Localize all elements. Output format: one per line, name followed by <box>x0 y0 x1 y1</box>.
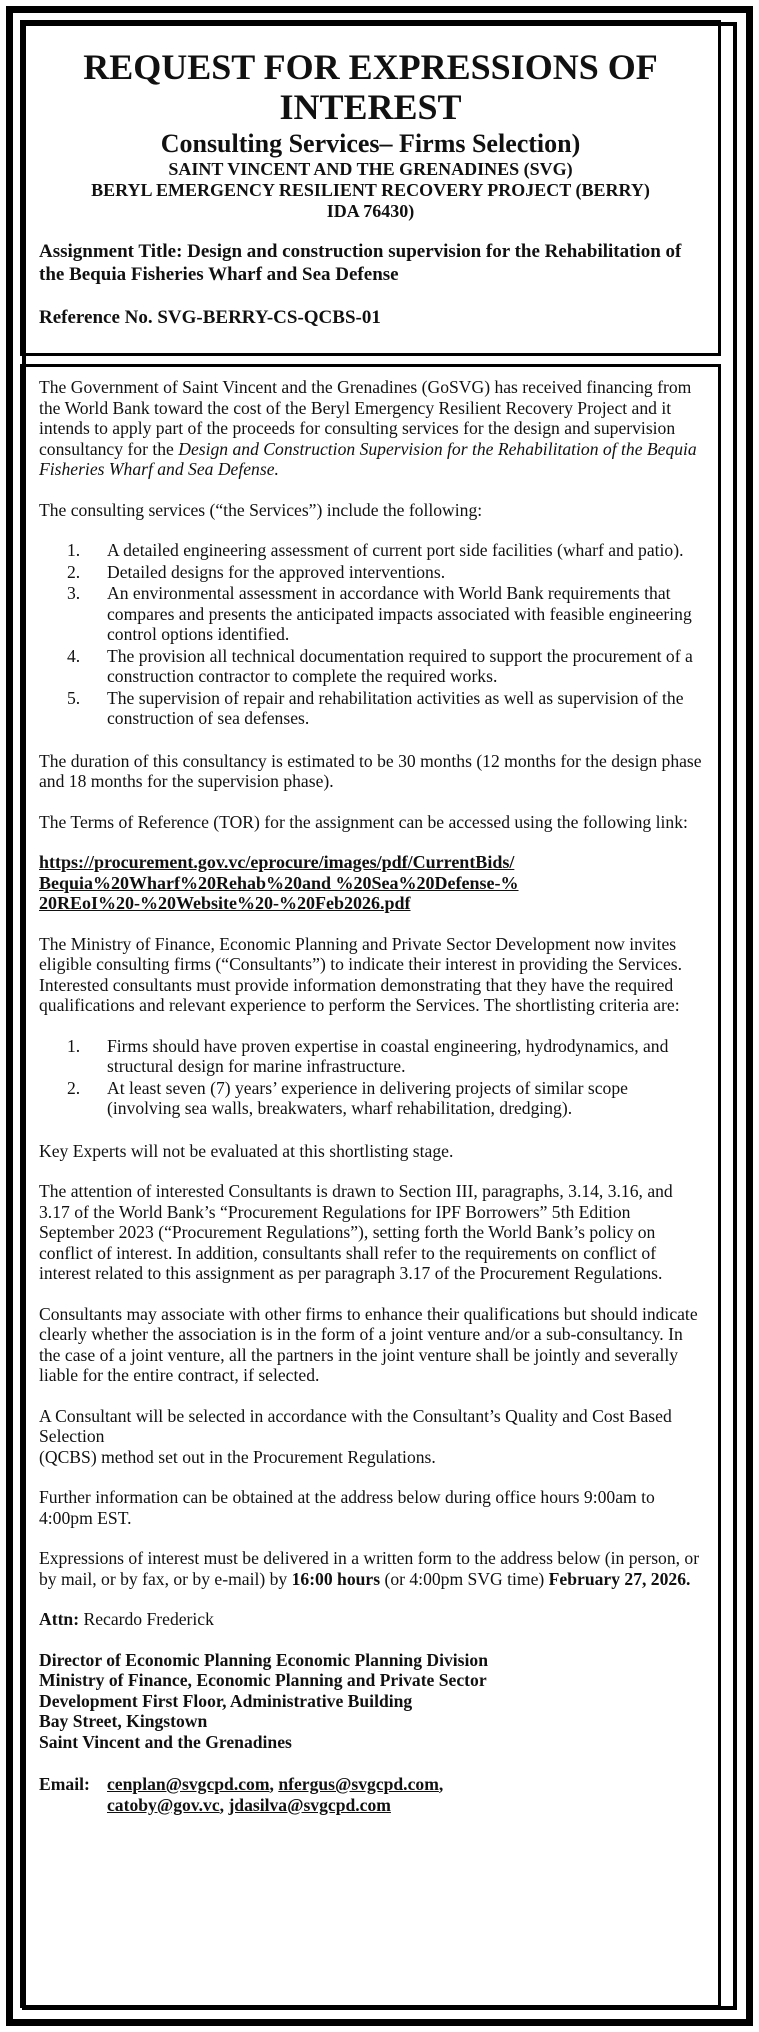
key-experts-paragraph: Key Experts will not be evaluated at this shortlisting stage. <box>39 1140 454 1161</box>
tor-link-line-1[interactable]: https://procurement.gov.vc/eprocure/images/pdf/CurrentBids/ <box>39 852 515 872</box>
tor-link-line-2[interactable]: Bequia%20Wharf%20Rehab%20and %20Sea%20Defense-% <box>39 872 519 893</box>
assignment-title: Assignment Title: Design and construction supervision for the Rehabilitation of the Bequia Fisheries Wharf and Sea Defense <box>39 241 682 285</box>
project-name: BERYL EMERGENCY RESILIENT RECOVERY PROJECT (BERRY) <box>91 180 650 200</box>
list-item <box>39 646 702 687</box>
attn-label: Attn: <box>39 1609 80 1629</box>
tor-link-line-3[interactable]: 20REoI%20-%20Website%20-%20Feb2026.pdf <box>39 893 411 913</box>
selection-line-2: (QCBS) method set out in the Procurement Regulations. <box>39 1446 436 1467</box>
address-line: Director of Economic Planning Economic Planning Division <box>39 1649 488 1670</box>
delivery-paragraph <box>39 1548 702 1589</box>
address-line: Bay Street, Kingstown <box>39 1711 208 1731</box>
intro-paragraph <box>39 377 702 480</box>
address-line: Ministry of Finance, Economic Planning and Private Sector <box>39 1670 487 1690</box>
email-separator: , <box>219 1794 229 1815</box>
email-label: Email: <box>39 1774 90 1794</box>
list-text: The provision all technical documentation required to support the procurement of a construction contractor to complete the required works. <box>107 645 693 686</box>
list-text: Firms should have proven expertise in coastal engineering, hydrodynamics, and structural design for marine infrastructure. <box>107 1035 669 1076</box>
list-number: 1. <box>67 540 81 560</box>
address-line: Development First Floor, Administrative Building <box>39 1690 413 1711</box>
delivery-mid-text: (or 4:00pm SVG time) <box>380 1568 549 1589</box>
list-item <box>39 562 702 583</box>
email-separator: , <box>269 1774 279 1794</box>
list-item <box>39 540 702 561</box>
list-text: A detailed engineering assessment of current port side facilities (wharf and patio). <box>107 540 684 560</box>
list-item <box>39 583 702 645</box>
email-link-catoby[interactable]: catoby@gov.vc <box>107 1794 220 1815</box>
criteria-list <box>39 1036 702 1119</box>
attn-name: Recardo Frederick <box>79 1609 214 1629</box>
notice-body <box>20 364 721 2008</box>
delivery-text: Expressions of interest must be delivered in a written form to the address below (in person, or by mail, or by fax, or by e-mail) by <box>39 1548 700 1589</box>
intro-italic-title: Design and Construction Supervision for the Rehabilitation of the Bequia Fisheries Wharf and Sea Defense. <box>39 438 697 479</box>
address-line: Saint Vincent and the Grenadines <box>39 1731 292 1752</box>
email-block <box>39 1774 702 1815</box>
attention-paragraph: The attention of interested Consultants is drawn to Section III, paragraphs, 3.14, 3.16, and 3.17 of the World Bank’s “Procurement Regulations for IPF Borrowers” 5th Edition September 2023 (“Procurement Regulations”), setting forth the World Bank’s policy on conflict of interest. In addition, consultants shall refer to the requirements on conflict of interest related to this assignment as per paragraph 3.17 of the Procurement Regulations. <box>39 1181 673 1283</box>
email-link-nfergus[interactable]: nfergus@svgcpd.com <box>278 1774 439 1794</box>
tor-intro: The Terms of Reference (TOR) for the assignment can be accessed using the following link: <box>39 811 688 832</box>
list-number: 4. <box>67 645 81 666</box>
list-item <box>39 688 702 729</box>
list-number: 3. <box>67 583 81 603</box>
notice-subtitle: Consulting Services– Firms Selection) <box>160 129 581 158</box>
list-item <box>39 1036 702 1077</box>
country-name: SAINT VINCENT AND THE GRENADINES (SVG) <box>168 159 573 179</box>
attn-line <box>39 1609 702 1630</box>
list-text: The supervision of repair and rehabilitation activities as well as supervision of the construction of sea defenses. <box>107 687 684 728</box>
list-number: 5. <box>67 687 81 708</box>
email-link-cenplan[interactable]: cenplan@svgcpd.com <box>107 1774 270 1794</box>
selection-line-1: A Consultant will be selected in accordance with the Consultant’s Quality and Cost Based Selection <box>39 1405 672 1446</box>
list-number: 2. <box>67 561 81 582</box>
duration-paragraph: The duration of this consultancy is estimated to be 30 months (12 months for the design phase and 18 months for the supervision phase). <box>39 750 702 791</box>
reference-number: Reference No. SVG-BERRY-CS-QCBS-01 <box>39 307 381 328</box>
services-intro: The consulting services (“the Services”) include the following: <box>39 499 483 520</box>
email-separator: , <box>438 1774 444 1794</box>
services-list <box>39 540 702 729</box>
address-block <box>39 1650 702 1753</box>
delivery-date: February 27, 2026. <box>548 1568 691 1589</box>
list-text: Detailed designs for the approved interventions. <box>107 561 446 582</box>
list-item <box>39 1078 702 1119</box>
selection-paragraph <box>39 1406 702 1468</box>
list-text: An environmental assessment in accordance with World Bank requirements that compares and presents the anticipated impacts associated with feasible engineering control options identified. <box>107 583 692 644</box>
ida-number: IDA 76430) <box>326 201 415 221</box>
list-number: 1. <box>67 1035 81 1056</box>
email-link-jdasilva[interactable]: jdasilva@svgcpd.com <box>228 1794 391 1815</box>
notice-title: REQUEST FOR EXPRESSIONS OF INTEREST <box>83 47 658 127</box>
tor-link[interactable] <box>39 852 702 914</box>
intro-text: The Government of Saint Vincent and the Grenadines (GoSVG) has received financing from the World Bank toward the cost of the Beryl Emergency Resilient Recovery Project and it intends to apply part of the proceeds for consulting services for the design and supervision consultancy for the <box>39 377 692 459</box>
list-text: At least seven (7) years’ experience in delivering projects of similar scope (involving sea walls, breakwaters, wharf rehabilitation, dredging). <box>107 1077 628 1118</box>
further-info-paragraph: Further information can be obtained at the address below during office hours 9:00am to 4:00pm EST. <box>39 1487 655 1528</box>
invitation-paragraph: The Ministry of Finance, Economic Planning and Private Sector Development now invites eligible consulting firms (“Consultants”) to indicate their interest in providing the Services. Interested consultants must provide information demonstrating that they have the required qualifications and relevant experience to perform the Services. The shortlisting criteria are: <box>39 933 683 1015</box>
association-paragraph: Consultants may associate with other firms to enhance their qualifications but should indicate clearly whether the association is in the form of a joint venture and/or a sub-consultancy. In the case of a joint venture, all the partners in the joint venture shall be jointly and severally liable for the entire contract, if selected. <box>39 1303 698 1385</box>
list-number: 2. <box>67 1077 81 1098</box>
delivery-time: 16:00 hours <box>291 1568 381 1589</box>
notice-header <box>20 20 721 356</box>
